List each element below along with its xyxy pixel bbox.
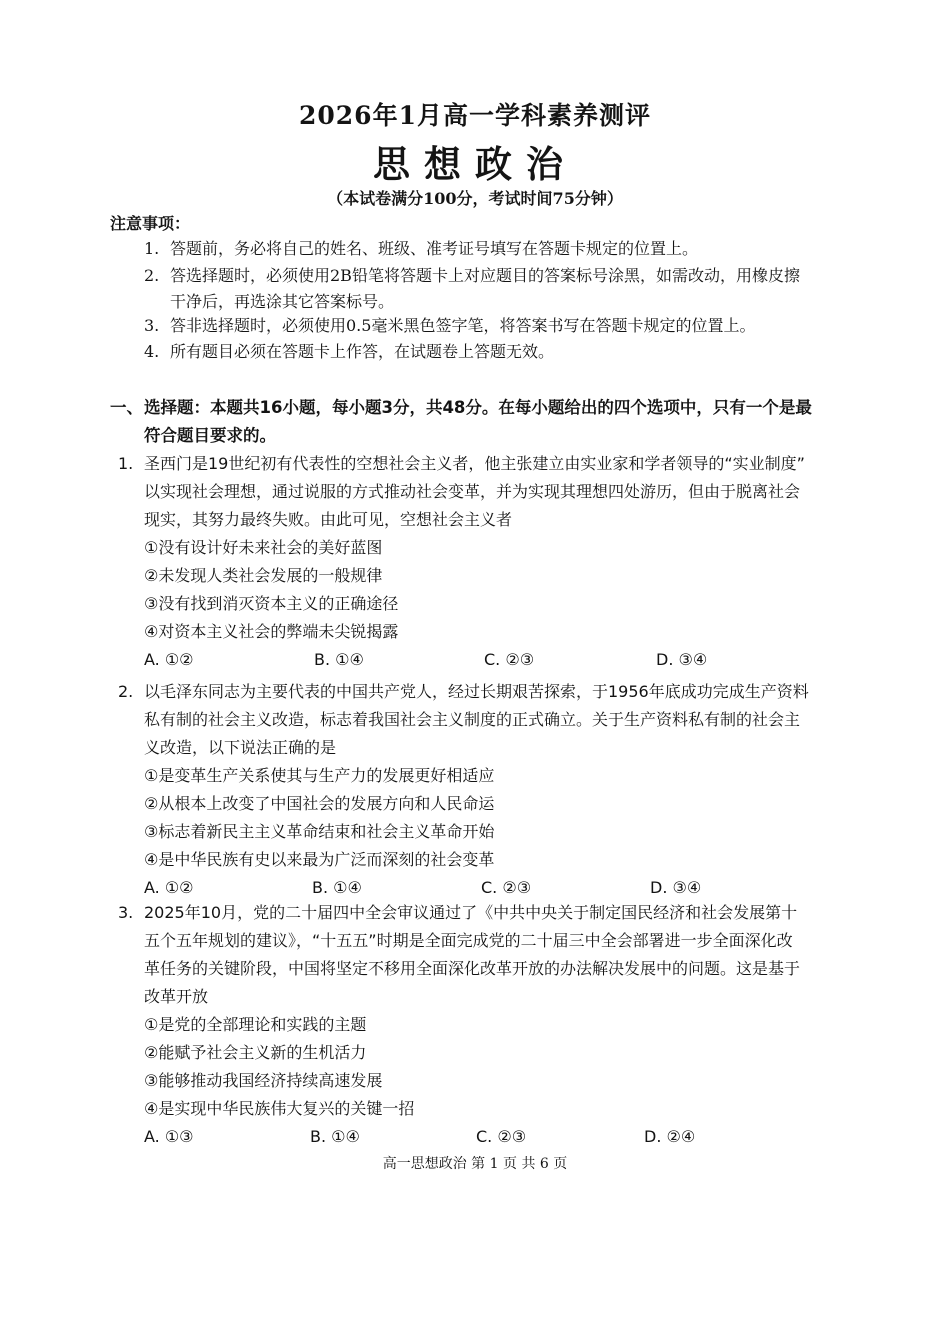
question-stem: 革任务的关键阶段，中国将坚定不移用全面深化改革开放的办法解决发展中的问题。这是基于	[144, 959, 801, 978]
note-item	[144, 313, 864, 339]
statement-option: ①没有设计好未来社会的美好蓝图	[144, 538, 383, 557]
statement-option: ③能够推动我国经济持续高速发展	[144, 1071, 383, 1090]
question-stem: 以实现社会理想，通过说服的方式推动社会变革，并为实现其理想四处游历，但由于脱离社会	[144, 482, 801, 501]
statement-option: ④是实现中华民族伟大复兴的关键一招	[144, 1099, 415, 1118]
statement-option: ①是变革生产关系使其与生产力的发展更好相适应	[144, 766, 495, 785]
question-stem: 义改造，以下说法正确的是	[144, 738, 337, 757]
section-label: 一、	[110, 398, 143, 417]
question-stem: 圣西门是19世纪初有代表性的空想社会主义者，他主张建立由实业家和学者领导的“实业制度”	[144, 454, 805, 473]
statement-option: ③标志着新民主主义革命结束和社会主义革命开始	[144, 822, 495, 841]
section-text: 选择题：本题共16小题，每小题3分，共48分。在每小题给出的四个选项中，只有一个是最	[144, 398, 812, 417]
statement-option: ①是党的全部理论和实践的主题	[144, 1015, 367, 1034]
question-stem: 改革开放	[144, 987, 209, 1006]
answer-choices	[118, 646, 860, 674]
choice-c: C. ②③	[476, 1127, 527, 1146]
statement-option: ④是中华民族有史以来最为广泛而深刻的社会变革	[144, 850, 495, 869]
section-heading	[110, 394, 860, 450]
question-stem: 现实，其努力最终失败。由此可见，空想社会主义者	[144, 510, 513, 529]
subject-title: 思想政治	[373, 142, 577, 186]
choice-d: D. ②④	[644, 1127, 696, 1146]
choice-d: D. ③④	[656, 650, 708, 669]
section-text-continued: 符合题目要求的。	[144, 426, 276, 445]
choice-b: B. ①④	[310, 1127, 360, 1146]
answer-choices	[118, 1123, 860, 1151]
statement-option: ②从根本上改变了中国社会的发展方向和人民命运	[144, 794, 495, 813]
note-number: 3.	[144, 316, 160, 335]
choice-a: A. ①②	[144, 650, 194, 669]
note-item	[144, 236, 864, 262]
choice-d: D. ③④	[650, 878, 702, 897]
question-number: 3.	[118, 903, 134, 922]
statement-option: ④对资本主义社会的弊端未尖锐揭露	[144, 622, 399, 641]
note-text-continued: 干净后，再选涂其它答案标号。	[170, 292, 395, 311]
question-number: 2.	[118, 682, 134, 701]
note-item	[144, 263, 864, 315]
choice-b: B. ①④	[314, 650, 364, 669]
choice-c: C. ②③	[484, 650, 535, 669]
choice-c: C. ②③	[481, 878, 532, 897]
note-number: 2.	[144, 266, 160, 285]
question-stem: 私有制的社会主义改造，标志着我国社会主义制度的正式确立。关于生产资料私有制的社会主	[144, 710, 801, 729]
question-number: 1.	[118, 454, 134, 473]
choice-a: A. ①③	[144, 1127, 194, 1146]
note-text: 答选择题时，必须使用2B铅笔将答题卡上对应题目的答案标号涂黑，如需改动，用橡皮擦	[170, 266, 800, 285]
note-text: 所有题目必须在答题卡上作答，在试题卷上答题无效。	[170, 342, 555, 361]
question-1	[118, 450, 860, 674]
question-stem: 2025年10月，党的二十届四中全会审议通过了《中共中央关于制定国民经济和社会发展第十	[144, 903, 798, 922]
statement-option: ③没有找到消灭资本主义的正确途径	[144, 594, 399, 613]
exam-title: 2026年1月高一学科素养测评	[299, 101, 651, 130]
note-number: 4.	[144, 342, 160, 361]
question-stem: 以毛泽东同志为主要代表的中国共产党人，经过长期艰苦探索，于1956年底成功完成生产资料	[144, 682, 809, 701]
answer-choices	[118, 874, 860, 902]
notes-heading: 注意事项：	[110, 214, 191, 233]
note-text: 答非选择题时，必须使用0.5毫米黑色签字笔，将答案书写在答题卡规定的位置上。	[170, 316, 756, 335]
page-footer: 高一思想政治 第 1 页 共 6 页	[382, 1156, 568, 1172]
statement-option: ②能赋予社会主义新的生机活力	[144, 1043, 367, 1062]
question-3	[118, 899, 860, 1151]
note-item	[144, 339, 864, 365]
choice-b: B. ①④	[312, 878, 362, 897]
note-number: 1.	[144, 239, 160, 258]
question-stem: 五个五年规划的建议》，“十五五”时期是全面完成党的二十届三中全会部署进一步全面深化改	[144, 931, 793, 950]
question-2	[118, 678, 860, 902]
note-text: 答题前，务必将自己的姓名、班级、准考证号填写在答题卡规定的位置上。	[170, 239, 699, 258]
statement-option: ②未发现人类社会发展的一般规律	[144, 566, 383, 585]
choice-a: A. ①②	[144, 878, 194, 897]
exam-info: （本试卷满分100分，考试时间75分钟）	[327, 189, 623, 208]
